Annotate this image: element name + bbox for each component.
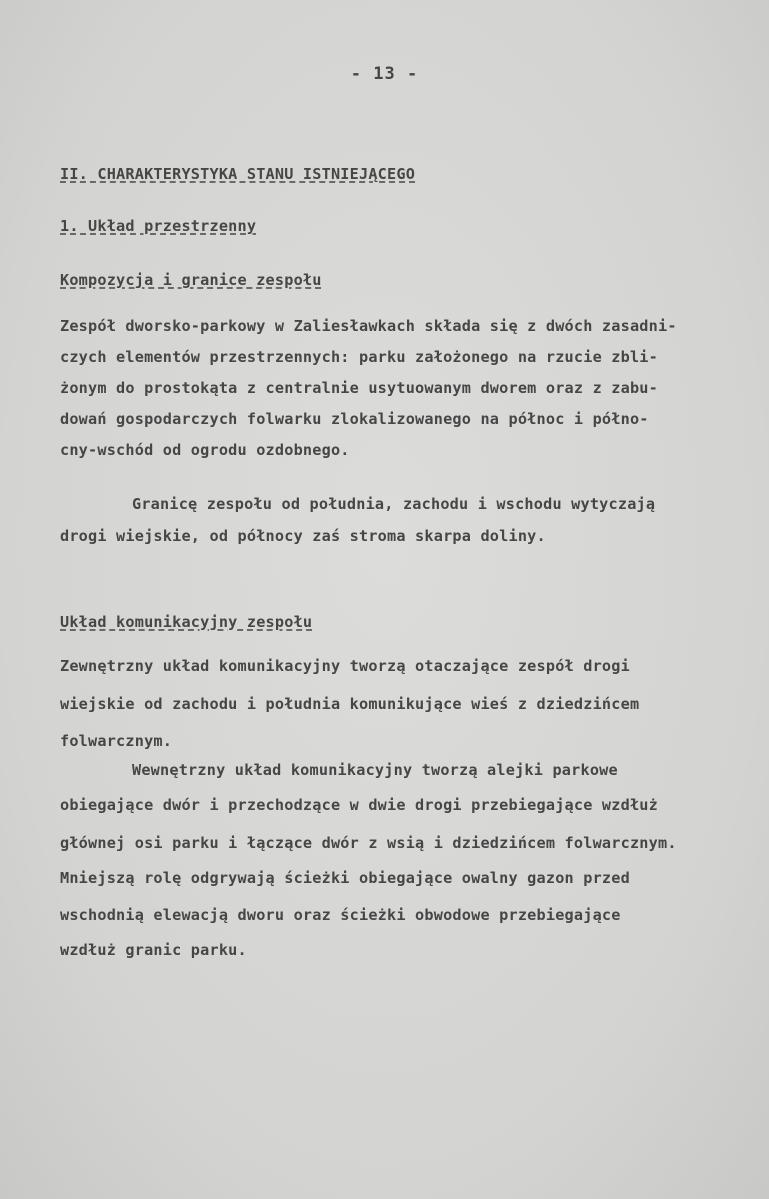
text-line: wzdłuż granic parku. (60, 941, 247, 959)
chapter-heading: II. CHARAKTERYSTYKA STANU ISTNIEJĄCEGO (60, 165, 416, 183)
text-line: cny-wschód od ogrodu ozdobnego. (60, 441, 350, 459)
page-number: - 13 - (350, 64, 419, 84)
text-line: czych elementów przestrzennych: parku założonego na rzucie zbli- (60, 348, 658, 366)
text-line: drogi wiejskie, od północy zaś stroma skarpa doliny. (60, 527, 546, 545)
text-line: Zespół dworsko-parkowy w Zaliesławkach składa się z dwóch zasadni- (60, 317, 677, 335)
text-line: Granicę zespołu od południa, zachodu i wschodu wytyczają (132, 495, 656, 513)
section-heading: 1. Układ przestrzenny (60, 217, 257, 235)
text-line: obiegające dwór i przechodzące w dwie drogi przebiegające wzdłuż (60, 796, 658, 814)
subsection-heading-composition: Kompozycja i granice zespołu (60, 271, 322, 289)
text-line: głównej osi parku i łączące dwór z wsią i dziedzińcem folwarcznym. (60, 834, 677, 852)
text-line: Mniejszą rolę odgrywają ścieżki obiegające owalny gazon przed (60, 869, 630, 887)
text-line: Zewnętrzny układ komunikacyjny tworzą otaczające zespół drogi (60, 657, 630, 675)
text-line: folwarcznym. (60, 732, 173, 750)
text-line: wschodnią elewacją dworu oraz ścieżki obwodowe przebiegające (60, 906, 621, 924)
subsection-heading-communication: Układ komunikacyjny zespołu (60, 613, 313, 631)
text-line: Wewnętrzny układ komunikacyjny tworzą alejki parkowe (132, 761, 618, 779)
text-line: wiejskie od zachodu i południa komunikujące wieś z dziedzińcem (60, 695, 640, 713)
text-line: żonym do prostokąta z centralnie usytuowanym dworem oraz z zabu- (60, 379, 658, 397)
text-line: dowań gospodarczych folwarku zlokalizowanego na północ i półno- (60, 410, 649, 428)
